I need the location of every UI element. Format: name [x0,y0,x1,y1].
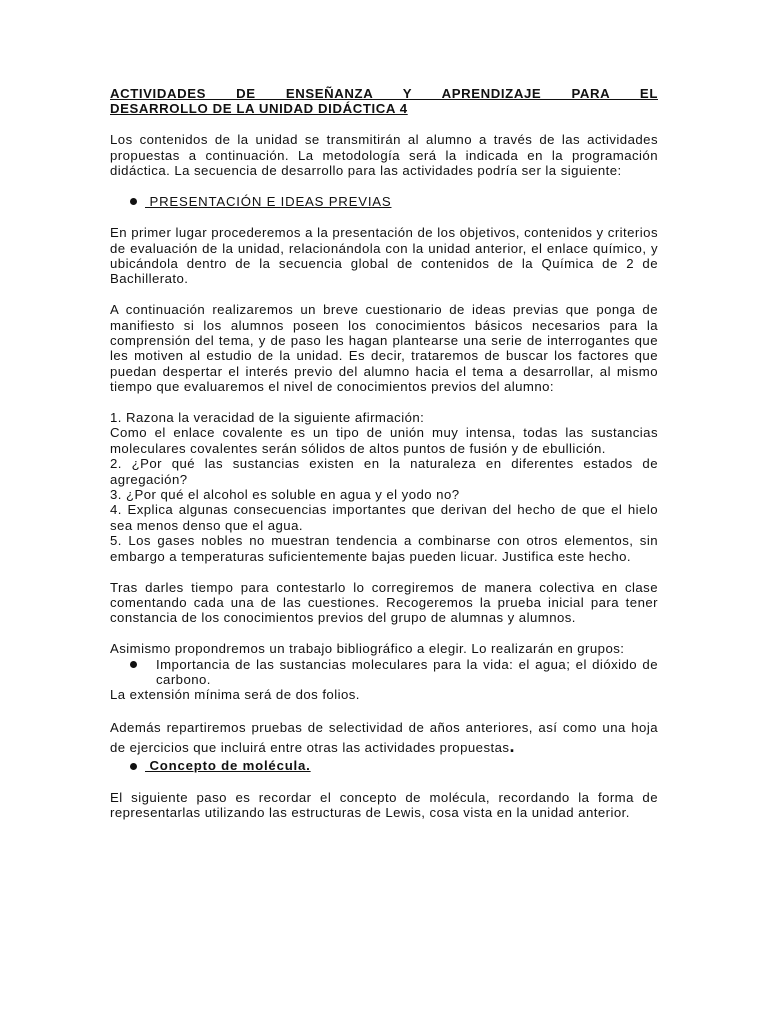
paragraph-molecula: El siguiente paso es recordar el concepto de molécula, recordando la forma de representarlas utilizando las estructuras de Lewis, cosa vista en la unidad anterior. [110,789,658,820]
paragraph-cuestionario: A continuación realizaremos un breve cuestionario de ideas previas que ponga de manifiesto si los alumnos poseen los conocimientos básicos necesarios para la comprensión del tema, y de paso les hagan plantearse una serie de interrogantes que les motiven al estudio de la unidad. Es decir, trataremos de buscar los factores que puedan despertar el interés previo del alumno hacia el tema a desarrollar, al mismo tiempo que evaluaremos el nivel de conocimientos previos del alumno: [110,302,658,395]
paragraph-selectividad: Además repartiremos pruebas de selectividad de años anteriores, así como una hoja de ejercicios que incluirá entre otras las actividades propuestas. [110,720,658,757]
section-heading: PRESENTACIÓN E IDEAS PREVIAS [149,194,392,210]
intro-paragraph: Los contenidos de la unidad se transmitirán al alumno a través de las actividades propuestas a continuación. La metodología será la indicada en la programación didáctica. La secuencia de desarrollo para las actividades podría ser la siguiente: [110,132,658,179]
list-item [110,657,658,688]
title-line-1: ACTIVIDADES DE ENSEÑANZA Y APRENDIZAJE PARA EL [110,86,658,101]
questions-list [110,410,658,564]
section-heading: Concepto de molécula. [149,758,311,774]
question-item: 1. Razona la veracidad de la siguiente afirmación: [110,410,425,426]
question-item: 4. Explica algunas consecuencias importantes que derivan del hecho de que el hielo sea menos denso que el agua. [110,502,658,533]
bullet-icon [130,198,137,205]
question-item: 5. Los gases nobles no muestran tendencia a combinarse con otros elementos, sin embargo a temperaturas suficientemente bajas pueden licuar. Justifica este hecho. [110,533,658,564]
bullet-icon [130,661,137,668]
section-presentacion [110,194,658,210]
question-item: 3. ¿Por qué el alcohol es soluble en agua y el yodo no? [110,487,460,503]
section-molecula [110,758,658,774]
paragraph-correccion: Tras darles tiempo para contestarlo lo corregiremos de manera colectiva en clase comentando cada una de las cuestiones. Recogeremos la prueba inicial para tener constancia de los conocimientos previos del grupo de alumnas y alumnos. [110,579,658,626]
bullet-icon [130,763,137,770]
document-body [110,86,658,820]
paragraph-trabajo: Asimismo propondremos un trabajo bibliográfico a elegir. Lo realizarán en grupos: [110,641,625,657]
extension-line: La extensión mínima será de dos folios. [110,687,360,703]
question-item: 2. ¿Por qué las sustancias existen en la naturaleza en diferentes estados de agregación? [110,456,658,487]
title-line-2: DESARROLLO DE LA UNIDAD DIDÁCTICA 4 [110,101,408,117]
list-item-text: Importancia de las sustancias moleculares para la vida: el agua; el dióxido de carbono. [156,656,658,687]
question-item: Como el enlace covalente es un tipo de unión muy intensa, todas las sustancias moleculares covalentes serán sólidos de altos puntos de fusión y de ebullición. [110,425,658,456]
paragraph-objetivos: En primer lugar procederemos a la presentación de los objetivos, contenidos y criterios de evaluación de la unidad, relacionándola con la unidad anterior, el enlace químico, y ubicándola dentro de la secuencia global de contenidos de la Química de 2 de Bachillerato. [110,225,658,287]
document-title [110,86,658,117]
